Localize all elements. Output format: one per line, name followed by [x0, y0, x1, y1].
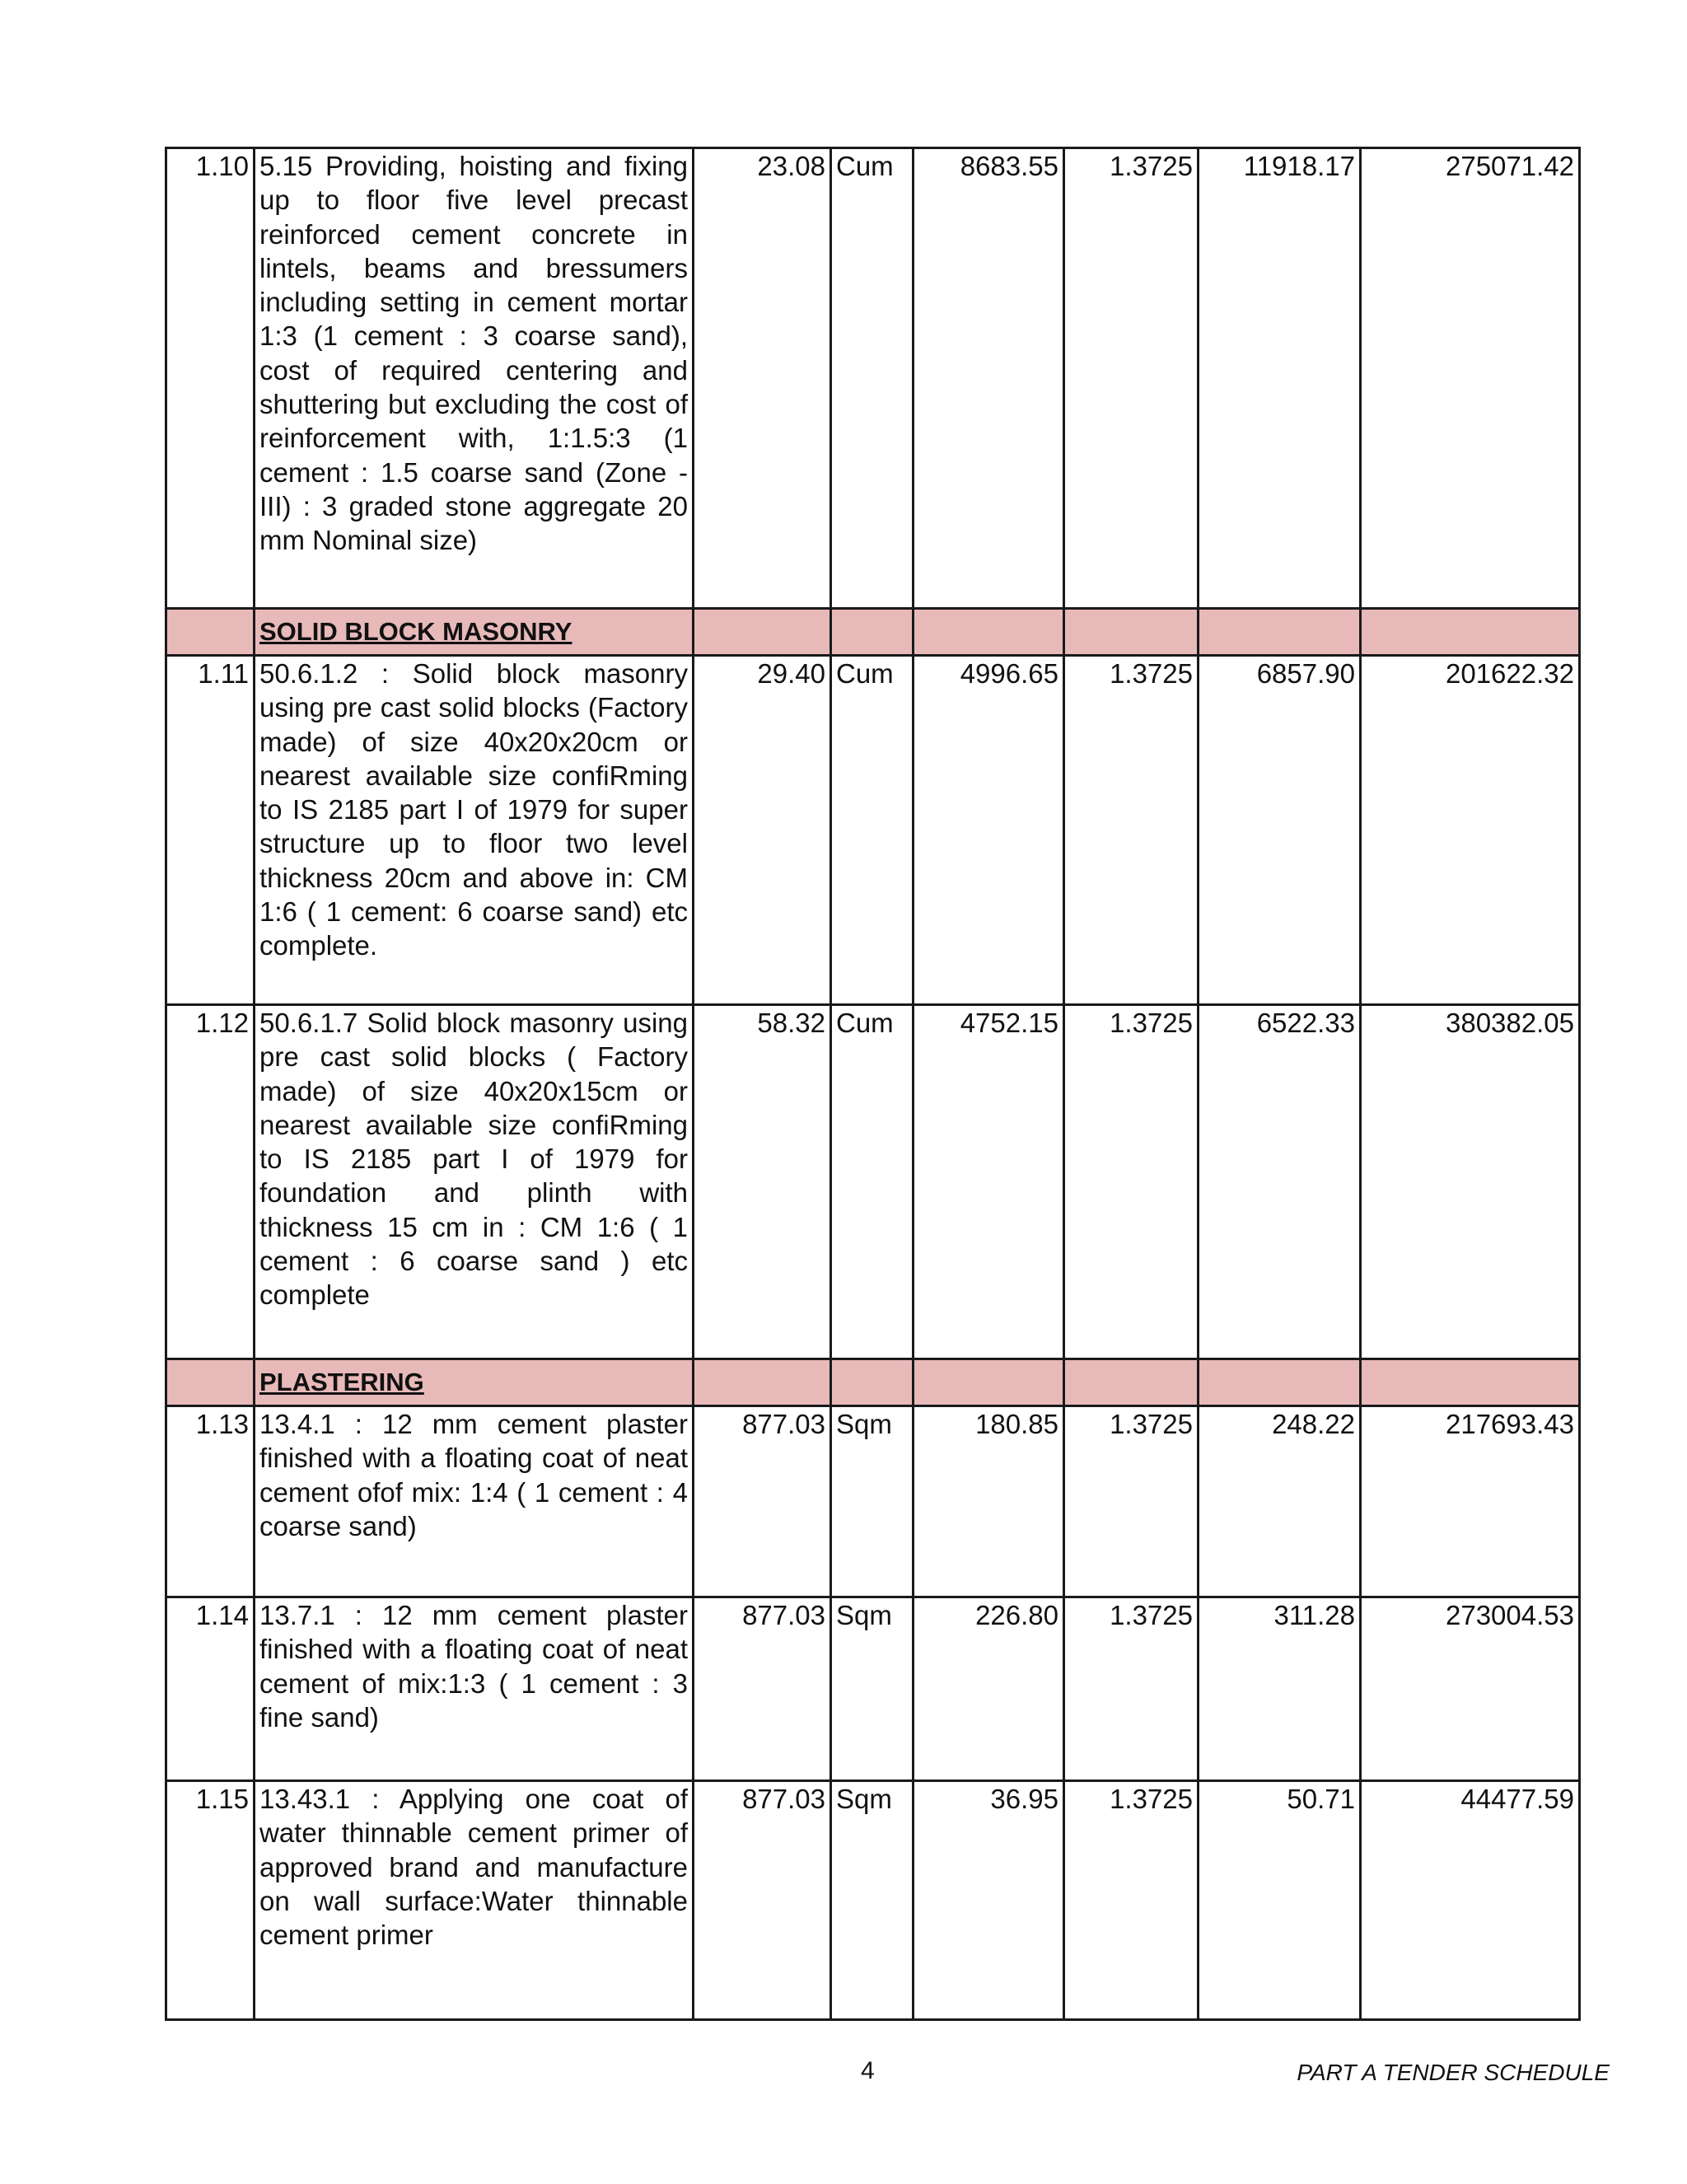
quantity: 877.03	[694, 1597, 831, 1781]
item-number: 1.11	[166, 656, 255, 1005]
item-number: 1.13	[166, 1406, 255, 1597]
quantity: 877.03	[694, 1781, 831, 2020]
empty-cell	[831, 609, 914, 656]
revised-rate: 50.71	[1199, 1781, 1361, 2020]
quantity: 877.03	[694, 1406, 831, 1597]
rate: 8683.55	[914, 148, 1064, 609]
factor: 1.3725	[1064, 1597, 1199, 1781]
tender-schedule-table	[165, 147, 1581, 2021]
empty-cell	[914, 1359, 1064, 1406]
amount: 380382.05	[1361, 1005, 1580, 1359]
item-description: 5.15 Providing, hoisting and fixing up to floor five level precast reinforced cement concrete in lintels, beams and bressumers including setting in cement mortar 1:3 (1 cement : 3 coarse sand), cost of required centering and shuttering but excluding the cost of reinforcement with, 1:1.5:3 (1 cement : 1.5 coarse sand (Zone - III) : 3 graded stone aggregate 20 mm Nominal size)	[255, 148, 694, 609]
table-row	[166, 656, 1580, 1005]
item-description: 13.4.1 : 12 mm cement plaster finished with a floating coat of neat cement ofof mix: 1:4 ( 1 cement : 4 coarse sand)	[255, 1406, 694, 1597]
table-row	[166, 1406, 1580, 1597]
empty-cell	[1361, 1359, 1580, 1406]
empty-cell	[831, 1359, 914, 1406]
table-row	[166, 1781, 1580, 2020]
empty-cell	[1361, 609, 1580, 656]
quantity: 23.08	[694, 148, 831, 609]
empty-cell	[1199, 1359, 1361, 1406]
item-description: 50.6.1.2 : Solid block masonry using pre cast solid blocks (Factory made) of size 40x20x20cm or nearest available size confiRming to IS 2185 part I of 1979 for super structure up to floor two level thickness 20cm and above in: CM 1:6 ( 1 cement: 6 coarse sand) etc complete.	[255, 656, 694, 1005]
unit: Sqm	[831, 1406, 914, 1597]
empty-cell	[166, 1359, 255, 1406]
quantity: 58.32	[694, 1005, 831, 1359]
rate: 4752.15	[914, 1005, 1064, 1359]
empty-cell	[1064, 609, 1199, 656]
rate: 180.85	[914, 1406, 1064, 1597]
revised-rate: 248.22	[1199, 1406, 1361, 1597]
revised-rate: 311.28	[1199, 1597, 1361, 1781]
amount: 44477.59	[1361, 1781, 1580, 2020]
item-number: 1.10	[166, 148, 255, 609]
rate: 226.80	[914, 1597, 1064, 1781]
section-row	[166, 609, 1580, 656]
quantity: 29.40	[694, 656, 831, 1005]
factor: 1.3725	[1064, 1406, 1199, 1597]
item-description: 13.43.1 : Applying one coat of water thinnable cement primer of approved brand and manufacture on wall surface:Water thinnable cement primer	[255, 1781, 694, 2020]
footer-label: PART A TENDER SCHEDULE	[1297, 2060, 1610, 2085]
revised-rate: 6522.33	[1199, 1005, 1361, 1359]
factor: 1.3725	[1064, 1005, 1199, 1359]
factor: 1.3725	[1064, 1781, 1199, 2020]
revised-rate: 11918.17	[1199, 148, 1361, 609]
item-description: 50.6.1.7 Solid block masonry using pre cast solid blocks ( Factory made) of size 40x20x15cm or nearest available size confiRming to IS 2185 part I of 1979 for foundation and plinth with thickness 15 cm in : CM 1:6 ( 1 cement : 6 coarse sand ) etc complete	[255, 1005, 694, 1359]
section-row	[166, 1359, 1580, 1406]
item-number: 1.12	[166, 1005, 255, 1359]
page-number: 4	[861, 2057, 875, 2084]
amount: 217693.43	[1361, 1406, 1580, 1597]
section-title: PLASTERING	[255, 1359, 694, 1406]
rate: 36.95	[914, 1781, 1064, 2020]
empty-cell	[1199, 609, 1361, 656]
amount: 201622.32	[1361, 656, 1580, 1005]
empty-cell	[694, 1359, 831, 1406]
table-row	[166, 148, 1580, 609]
item-description: 13.7.1 : 12 mm cement plaster finished with a floating coat of neat cement of mix:1:3 ( 1 cement : 3 fine sand)	[255, 1597, 694, 1781]
empty-cell	[694, 609, 831, 656]
unit: Sqm	[831, 1781, 914, 2020]
unit: Cum	[831, 656, 914, 1005]
table-row	[166, 1597, 1580, 1781]
factor: 1.3725	[1064, 148, 1199, 609]
empty-cell	[166, 609, 255, 656]
item-number: 1.14	[166, 1597, 255, 1781]
unit: Cum	[831, 148, 914, 609]
section-title: SOLID BLOCK MASONRY	[255, 609, 694, 656]
empty-cell	[914, 609, 1064, 656]
item-number: 1.15	[166, 1781, 255, 2020]
amount: 275071.42	[1361, 148, 1580, 609]
empty-cell	[1064, 1359, 1199, 1406]
factor: 1.3725	[1064, 656, 1199, 1005]
table-row	[166, 1005, 1580, 1359]
rate: 4996.65	[914, 656, 1064, 1005]
unit: Cum	[831, 1005, 914, 1359]
revised-rate: 6857.90	[1199, 656, 1361, 1005]
unit: Sqm	[831, 1597, 914, 1781]
amount: 273004.53	[1361, 1597, 1580, 1781]
